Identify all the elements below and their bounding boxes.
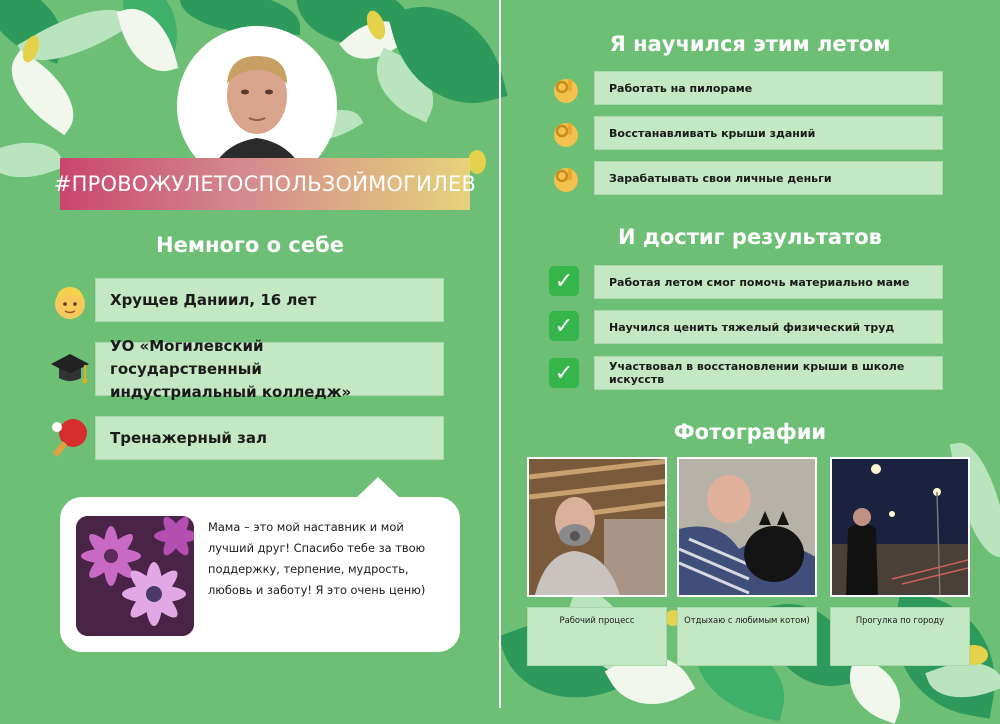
photo-caption-cat: Отдыхаю с любимым котом) <box>677 607 817 666</box>
ok-hand-icon <box>551 164 581 194</box>
results-item-hard-work <box>594 310 943 344</box>
about-item-gym-label: Тренажерный зал <box>110 428 267 447</box>
ok-hand-icon <box>551 75 581 105</box>
photo-walk <box>830 457 970 597</box>
learned-title: Я научился этим летом <box>609 32 891 56</box>
results-item-help-mom <box>594 265 943 299</box>
check-mark-icon: ✓ <box>549 311 579 341</box>
learned-item-sawmill <box>594 71 943 105</box>
page-divider <box>499 0 501 708</box>
photo-work <box>527 457 667 597</box>
about-item-name <box>95 278 444 322</box>
results-item-help-mom-label: Работая летом смог помочь материально маме <box>609 275 910 289</box>
ping-pong-icon <box>48 416 94 460</box>
quote-card-tail <box>355 477 401 499</box>
learned-item-roofs-label: Восстанавливать крыши зданий <box>609 126 816 140</box>
learned-item-money-label: Зарабатывать свои личные деньги <box>609 171 832 185</box>
results-item-art-school-roof-label: Участвовал в восстановлении крыши в школе искусств <box>609 360 905 386</box>
about-item-college-label: УО «Могилевский государственный индустриальный колледж» <box>110 336 352 401</box>
graduation-cap-icon <box>48 346 92 390</box>
quote-text: Мама – это мой наставник и мой лучший друг! Спасибо тебе за твою поддержку, терпение, мудрость, любовь и заботу! Я это очень ценю) <box>208 520 426 597</box>
ok-hand-icon <box>551 119 581 149</box>
photo-caption-walk: Прогулка по городу <box>830 607 970 666</box>
about-title: Немного о себе <box>156 233 344 257</box>
boy-emoji-icon <box>50 282 90 322</box>
flower-image <box>76 516 194 636</box>
results-item-art-school-roof <box>594 356 943 390</box>
hashtag-banner: #ПРОВОЖУЛЕТОСПОЛЬЗОЙМОГИЛЕВ <box>60 158 470 210</box>
learned-item-roofs <box>594 116 943 150</box>
check-mark-icon: ✓ <box>549 358 579 388</box>
photo-caption-work: Рабочий процесс <box>527 607 667 666</box>
about-item-college <box>95 336 444 401</box>
results-title: И достиг результатов <box>618 225 882 249</box>
about-item-gym <box>95 416 444 460</box>
learned-item-money <box>594 161 943 195</box>
photos-title: Фотографии <box>673 420 827 444</box>
check-mark-icon: ✓ <box>549 266 579 296</box>
photo-cat <box>677 457 817 597</box>
results-item-hard-work-label: Научился ценить тяжелый физический труд <box>609 320 895 334</box>
about-item-name-label: Хрущев Даниил, 16 лет <box>110 290 317 309</box>
learned-item-sawmill-label: Работать на пилораме <box>609 81 753 95</box>
